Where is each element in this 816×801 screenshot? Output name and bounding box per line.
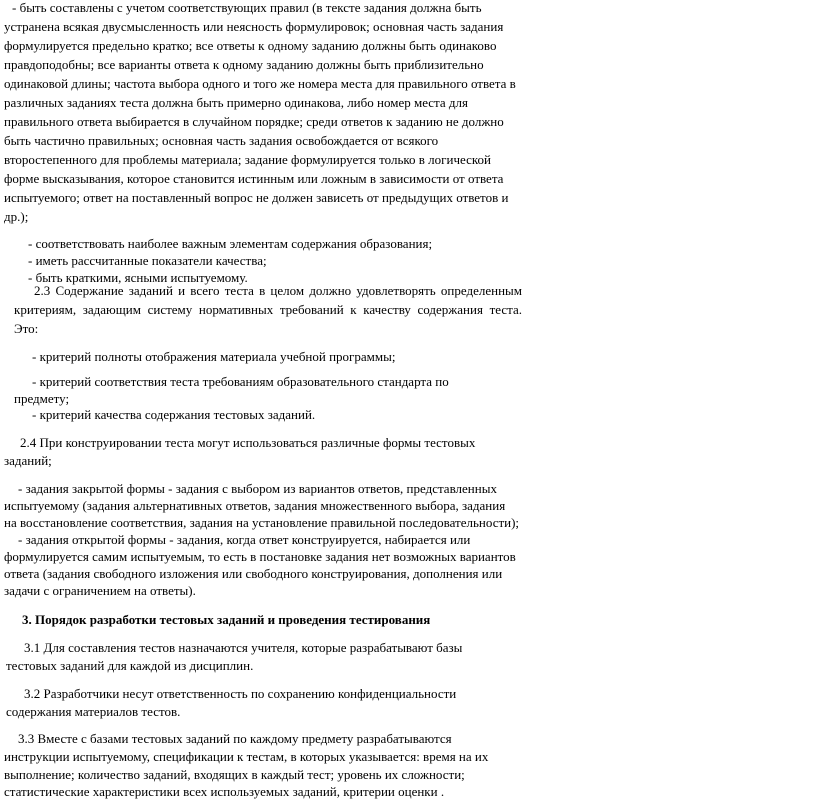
list-item: - критерий полноты отображения материала учебной программы;	[32, 349, 396, 364]
paragraph-line: 2.4 При конструировании теста могут использоваться различные формы тестовых	[20, 435, 476, 450]
paragraph-line: правильного ответа выбирается в случайном порядке; среди ответов к заданию не должно	[4, 114, 504, 129]
section-heading: 3. Порядок разработки тестовых заданий и проведения тестирования	[22, 612, 431, 627]
paragraph-line: испытуемому (задания альтернативных ответов, задания множественного выбора, задания	[4, 498, 506, 513]
paragraph-line: формулируется самим испытуемым, то есть в постановке задания нет возможных вариантов	[4, 549, 516, 564]
paragraph-line: 3.3 Вместе с базами тестовых заданий по каждому предмету разрабатываются	[18, 731, 452, 746]
list-item: - соответствовать наиболее важным элементам содержания образования;	[28, 236, 433, 251]
paragraph-line: 2.3 Содержание заданий и всего теста в целом должно удовлетворять определенным	[34, 283, 522, 298]
paragraph-line: форме высказывания, которое становится истинным или ложным в зависимости от ответа	[4, 171, 504, 186]
paragraph-line: 3.1 Для составления тестов назначаются учителя, которые разрабатывают базы	[24, 640, 463, 655]
list-item: - критерий качества содержания тестовых заданий.	[32, 407, 316, 422]
paragraph-line: правдоподобны; все варианты ответа к одному заданию должны быть приблизительно	[4, 57, 484, 72]
paragraph-line: различных заданиях теста должна быть примерно одинакова, либо номер места для	[4, 95, 468, 110]
paragraph-line: - быть составлены с учетом соответствующих правил (в тексте задания должна быть	[12, 0, 482, 15]
paragraph-line: задачи с ограничением на ответы).	[4, 583, 196, 598]
list-item: - иметь рассчитанные показатели качества;	[28, 253, 267, 268]
paragraph-line: 3.2 Разработчики несут ответственность по сохранению конфиденциальности	[24, 686, 457, 701]
list-item: - быть краткими, ясными испытуемому.	[28, 270, 248, 285]
paragraph-line: быть частично правильных; основная часть задания освобождается от всякого	[4, 133, 439, 148]
paragraph-line: критериям, задающим систему нормативных требований к качеству содержания теста.	[14, 302, 522, 317]
paragraph-line: содержания материалов тестов.	[6, 704, 181, 719]
paragraph-line: заданий;	[4, 453, 52, 468]
paragraph-line: второстепенного для проблемы материала; задание формулируется только в логической	[4, 152, 491, 167]
list-item: - критерий соответствия теста требованиям образовательного стандарта по	[32, 374, 449, 389]
paragraph-line: др.);	[4, 209, 29, 224]
paragraph-line: формулируется предельно кратко; все ответы к одному заданию должны быть одинаково	[4, 38, 497, 53]
paragraph-line: статистические характеристики всех используемых заданий, критерии оценки .	[4, 784, 445, 799]
paragraph-line: тестовых заданий для каждой из дисциплин.	[6, 658, 254, 673]
paragraph-line: инструкции испытуемому, спецификации к тестам, в которых указывается: время на их	[4, 749, 489, 764]
list-item: - задания закрытой формы - задания с выбором из вариантов ответов, представленных	[18, 481, 497, 496]
paragraph-line: испытуемого; ответ на поставленный вопрос не должен зависеть от предыдущих ответов и	[4, 190, 509, 205]
paragraph-line: устранена всякая двусмысленность или неясность формулировок; основная часть задания	[4, 19, 504, 34]
list-item: предмету;	[14, 391, 70, 406]
paragraph-line: на восстановление соответствия, задания на установление правильной последовательности);	[4, 515, 520, 530]
paragraph-line: Это:	[14, 321, 39, 336]
paragraph-line: одинаковой длины; частота выбора одного и того же номера места для правильного ответа в	[4, 76, 516, 91]
list-item: - задания открытой формы - задания, когда ответ конструируется, набирается или	[18, 532, 471, 547]
paragraph-line: ответа (задания свободного изложения или свободного конструирования, дополнения или	[4, 566, 503, 581]
paragraph-line: выполнение; количество заданий, входящих в каждый тест; уровень их сложности;	[4, 767, 465, 782]
